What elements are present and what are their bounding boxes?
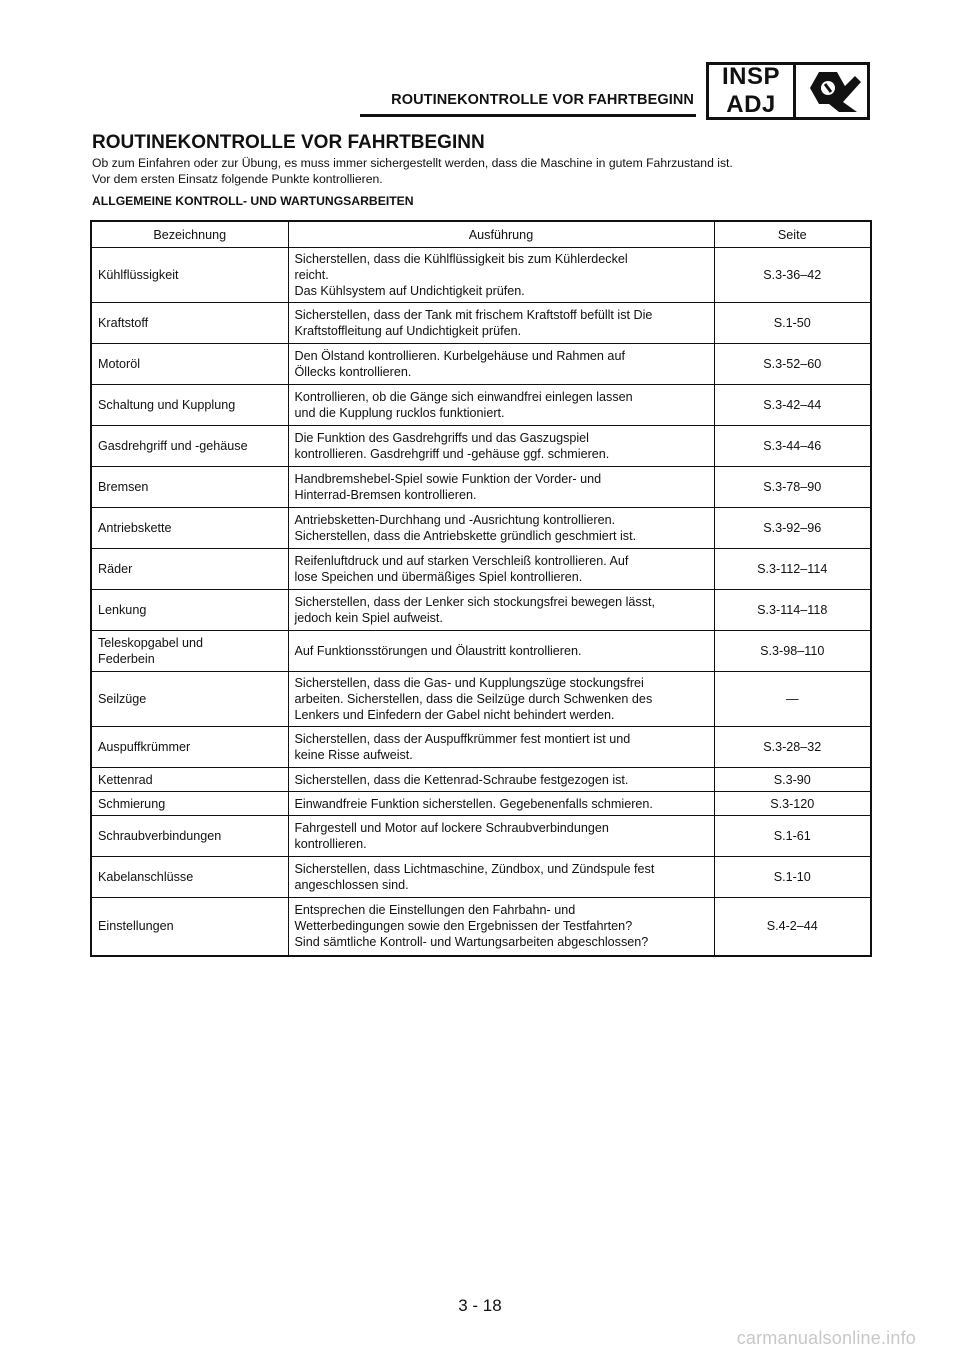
table-row: [91, 508, 871, 549]
table-row: [91, 768, 871, 792]
running-header-title: ROUTINEKONTROLLE VOR FAHRTBEGINN: [391, 92, 694, 108]
table-row: [91, 590, 871, 631]
page-number: 3 - 18: [458, 1296, 502, 1315]
cell-bezeichnung: Teleskopgabel und Federbein: [91, 631, 288, 672]
table-row: [91, 549, 871, 590]
intro-line-1: Ob zum Einfahren oder zur Übung, es muss immer sichergestellt werden, dass die Maschine in gutem Fahrzustand ist.: [92, 156, 733, 170]
cell-ausfuehrung: Sicherstellen, dass der Auspuffkrümmer fest montiert ist und keine Risse aufweist.: [288, 727, 714, 768]
table-row: [91, 344, 871, 385]
cell-bezeichnung: Schaltung und Kupplung: [91, 385, 288, 426]
cell-ausfuehrung: Reifenluftdruck und auf starken Verschleiß kontrollieren. Auf lose Speichen und übermäßiges Spiel kontrollieren.: [288, 549, 714, 590]
cell-ausfuehrung: Entsprechen die Einstellungen den Fahrbahn- und Wetterbedingungen sowie den Ergebnissen der Testfahrten? Sind sämtliche Kontroll- und Wartungsarbeiten abgeschlossen?: [288, 898, 714, 956]
cell-bezeichnung: Räder: [91, 549, 288, 590]
wrench-nut-icon: [796, 65, 867, 117]
cell-ausfuehrung: Antriebsketten-Durchhang und -Ausrichtung kontrollieren. Sicherstellen, dass die Antriebskette gründlich geschmiert ist.: [288, 508, 714, 549]
cell-bezeichnung: Lenkung: [91, 590, 288, 631]
inspection-table: [90, 220, 872, 957]
cell-seite: S.3-36–42: [714, 248, 871, 303]
cell-ausfuehrung: Einwandfreie Funktion sicherstellen. Gegebenenfalls schmieren.: [288, 792, 714, 816]
watermark: carmanualsonline.info: [736, 1328, 916, 1348]
cell-seite: S.3-90: [714, 768, 871, 792]
wrench-nut-icon-graphic: [799, 68, 865, 114]
table-header-row: [91, 221, 871, 248]
cell-ausfuehrung: Sicherstellen, dass Lichtmaschine, Zündbox, und Zündspule fest angeschlossen sind.: [288, 857, 714, 898]
table-row: [91, 857, 871, 898]
cell-bezeichnung: Einstellungen: [91, 898, 288, 956]
cell-ausfuehrung: Auf Funktionsstörungen und Ölaustritt kontrollieren.: [288, 631, 714, 672]
cell-bezeichnung: Kraftstoff: [91, 303, 288, 344]
badge-top-text: INSP: [721, 63, 780, 90]
cell-seite: S.3-114–118: [714, 590, 871, 631]
cell-seite: —: [714, 672, 871, 727]
cell-seite: S.4-2–44: [714, 898, 871, 956]
cell-ausfuehrung: Kontrollieren, ob die Gänge sich einwandfrei einlegen lassen und die Kupplung rucklos funktioniert.: [288, 385, 714, 426]
table-row: [91, 248, 871, 303]
cell-ausfuehrung: Sicherstellen, dass der Tank mit frischem Kraftstoff befüllt ist Die Kraftstoffleitung auf Undichtigkeit prüfen.: [288, 303, 714, 344]
cell-seite: S.1-10: [714, 857, 871, 898]
column-header-seite: Seite: [714, 221, 871, 248]
table-row: [91, 303, 871, 344]
cell-bezeichnung: Gasdrehgriff und -gehäuse: [91, 426, 288, 467]
cell-ausfuehrung: Den Ölstand kontrollieren. Kurbelgehäuse und Rahmen auf Öllecks kontrollieren.: [288, 344, 714, 385]
cell-bezeichnung: Schraubverbindungen: [91, 816, 288, 857]
table-row: [91, 727, 871, 768]
cell-seite: S.3-112–114: [714, 549, 871, 590]
intro-line-2: Vor dem ersten Einsatz folgende Punkte kontrollieren.: [92, 172, 383, 186]
cell-bezeichnung: Seilzüge: [91, 672, 288, 727]
cell-bezeichnung: Kabelanschlüsse: [91, 857, 288, 898]
cell-seite: S.3-28–32: [714, 727, 871, 768]
cell-bezeichnung: Bremsen: [91, 467, 288, 508]
cell-bezeichnung: Schmierung: [91, 792, 288, 816]
table-row: [91, 792, 871, 816]
section-title: ROUTINEKONTROLLE VOR FAHRTBEGINN: [92, 132, 485, 153]
cell-seite: S.3-42–44: [714, 385, 871, 426]
table-row: [91, 898, 871, 956]
cell-bezeichnung: Antriebskette: [91, 508, 288, 549]
cell-ausfuehrung: Sicherstellen, dass die Kettenrad-Schraube festgezogen ist.: [288, 768, 714, 792]
column-header-ausfuehrung: Ausführung: [288, 221, 714, 248]
intro-text: [92, 155, 882, 187]
cell-ausfuehrung: Fahrgestell und Motor auf lockere Schraubverbindungen kontrollieren.: [288, 816, 714, 857]
cell-ausfuehrung: Sicherstellen, dass die Kühlflüssigkeit bis zum Kühlerdeckel reicht. Das Kühlsystem auf Undichtigkeit prüfen.: [288, 248, 714, 303]
cell-ausfuehrung: Sicherstellen, dass der Lenker sich stockungsfrei bewegen lässt, jedoch kein Spiel aufweist.: [288, 590, 714, 631]
table-row: [91, 816, 871, 857]
cell-ausfuehrung: Die Funktion des Gasdrehgriffs und das Gaszugspiel kontrollieren. Gasdrehgriff und -gehäuse ggf. schmieren.: [288, 426, 714, 467]
cell-bezeichnung: Kühlflüssigkeit: [91, 248, 288, 303]
cell-seite: S.3-120: [714, 792, 871, 816]
column-header-bezeichnung: Bezeichnung: [91, 221, 288, 248]
cell-ausfuehrung: Handbremshebel-Spiel sowie Funktion der Vorder- und Hinterrad-Bremsen kontrollieren.: [288, 467, 714, 508]
cell-seite: S.1-50: [714, 303, 871, 344]
table-row: [91, 631, 871, 672]
cell-seite: S.3-44–46: [714, 426, 871, 467]
cell-bezeichnung: Kettenrad: [91, 768, 288, 792]
cell-seite: S.3-78–90: [714, 467, 871, 508]
cell-seite: S.3-52–60: [714, 344, 871, 385]
header-rule: [360, 114, 696, 117]
cell-bezeichnung: Motoröl: [91, 344, 288, 385]
table-row: [91, 385, 871, 426]
cell-seite: S.3-92–96: [714, 508, 871, 549]
table-row: [91, 672, 871, 727]
table-body: [91, 248, 871, 956]
cell-ausfuehrung: Sicherstellen, dass die Gas- und Kupplungszüge stockungsfrei arbeiten. Sicherstellen, dass die Seilzüge durch Schwenken des Lenkers und Einfedern der Gabel nicht behindert werden.: [288, 672, 714, 727]
subheading: ALLGEMEINE KONTROLL- UND WARTUNGSARBEITEN: [92, 194, 414, 208]
insp-adj-badge: [706, 62, 870, 120]
table-row: [91, 467, 871, 508]
badge-bottom-text: ADJ: [726, 91, 776, 118]
badge-label: [709, 65, 796, 117]
cell-seite: S.3-98–110: [714, 631, 871, 672]
cell-seite: S.1-61: [714, 816, 871, 857]
table-row: [91, 426, 871, 467]
cell-bezeichnung: Auspuffkrümmer: [91, 727, 288, 768]
